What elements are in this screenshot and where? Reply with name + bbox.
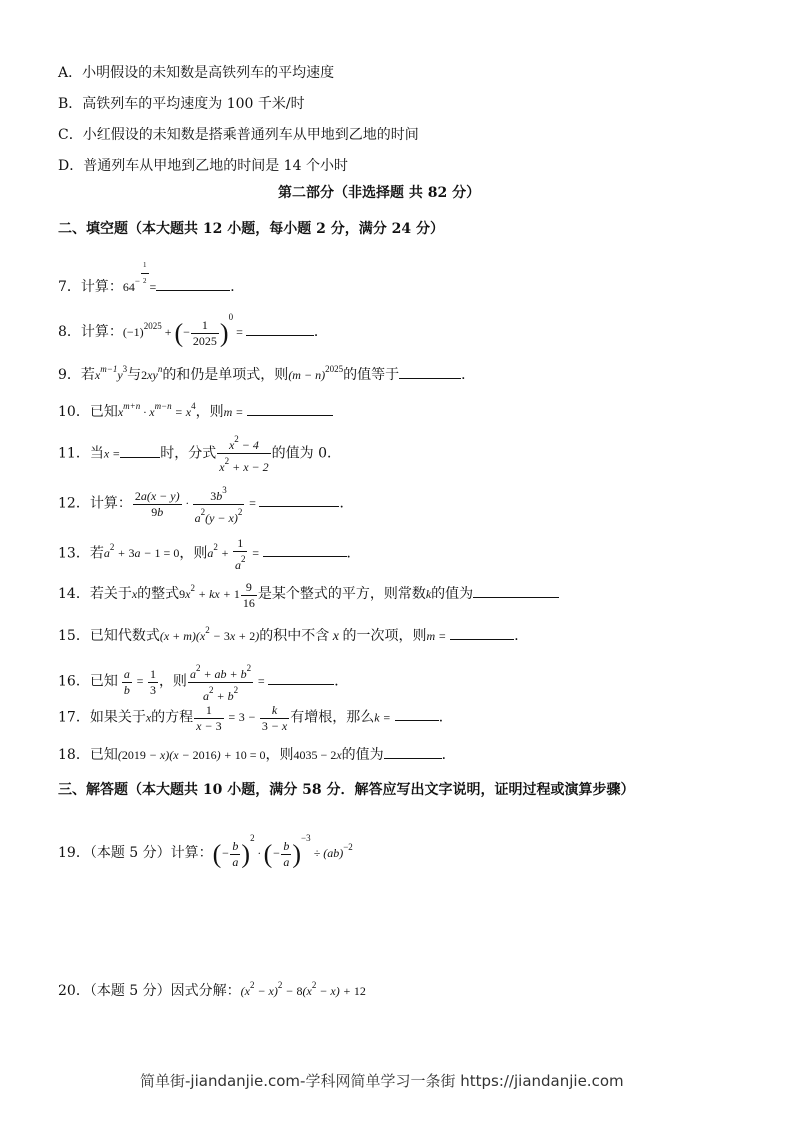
q11-variable: x = (103, 446, 121, 461)
q16-answer-blank[interactable] (268, 670, 334, 685)
q19-formula: (− $\frac{b}{a}$ )$^2$ · (− $\frac{b}{a}$ )$^{-3}$ ÷ (ab)$^{-2}$ (212, 833, 353, 869)
q19-lead: 19．（本题 5 分）计算： (58, 845, 213, 861)
q15-variable-m: m = (426, 629, 447, 643)
q16-formula: $\frac{a^2 + ab + b^2}{a^2 + b^2}$ = (189, 663, 269, 703)
q9-answer-blank[interactable] (399, 364, 461, 379)
q14-mid1: 的整式 (137, 586, 180, 602)
question-7 (58, 258, 244, 297)
q7-lead: 7．计算： (58, 279, 123, 295)
q13-expr: $a^2$ + $\frac{1}{a^2}$ = (207, 536, 263, 572)
q14-answer-blank[interactable] (473, 583, 559, 598)
q9-term1: $x^{m-1}y^3$ (94, 364, 128, 382)
question-9 (58, 359, 475, 385)
q12-lead: 12．计算： (58, 495, 132, 512)
question-17 (58, 703, 453, 734)
q9-mid1: 与 (127, 367, 142, 383)
q12-formula: $\frac{2a(x - y)}{9b}$ · $\frac{3b^3}{a^2(y - x)^2}$ = (134, 485, 260, 525)
q8-answer-blank[interactable] (246, 321, 314, 336)
section-two-title: 二、填空题（本大题共 12 小题，每小题 2 分，满分 24 分） (58, 221, 444, 237)
q17-answer-blank[interactable] (395, 706, 439, 721)
question-13 (58, 536, 361, 573)
q20-lead: 20．（本题 5 分）因式分解： (58, 983, 241, 999)
q18-answer-blank[interactable] (384, 744, 442, 759)
q16-mid: ，则 (158, 673, 187, 690)
q11-answer-blank[interactable] (120, 443, 160, 458)
question-11 (58, 432, 341, 475)
question-16 (58, 661, 348, 704)
q18-mid1: ，则 (265, 747, 294, 763)
q20-formula: $(x^2 - x)^2 - 8(x^2 - x) + 12$ (240, 980, 366, 998)
q16-lead: 16．已知 (58, 673, 118, 690)
q10-answer-blank[interactable] (247, 401, 333, 416)
question-12 (58, 483, 353, 526)
q11-lead: 11．当 (58, 445, 104, 462)
question-10 (58, 396, 333, 422)
question-19 (58, 828, 353, 870)
q17-mid1: 的方程 (151, 709, 194, 726)
q16-condition: $\frac{a}{b}$ = $\frac{1}{3}$ (123, 667, 156, 697)
q17-variable-x: x (145, 710, 152, 725)
section-three-title: 三、解答题（本大题共 10 小题，满分 58 分．解答应写出文字说明，证明过程或演算步骤） (58, 782, 635, 798)
q13-tail: ． (346, 545, 361, 562)
q13-mid: ，则 (179, 545, 208, 562)
q11-mid: 时，分式 (160, 445, 217, 462)
q15-formula: $(x + m)(x^2 - 3x + 2)$ (159, 625, 260, 643)
q18-condition: (2019 − x)(x − 2016) + 10 = 0 (117, 748, 266, 762)
q10-formula: $x^{m+n} \cdot x^{m-n} = x^4$ (117, 401, 196, 419)
q13-condition: $a^2 + 3a - 1 = 0$ (103, 542, 180, 561)
part-two-title: 第二部分（非选择题 共 82 分） (278, 185, 481, 201)
question-20 (58, 975, 366, 1001)
q12-answer-blank[interactable] (259, 492, 339, 507)
q18-tail: ． (441, 747, 456, 763)
q13-answer-blank[interactable] (263, 542, 347, 557)
q7-answer-blank[interactable] (156, 276, 230, 291)
question-14 (58, 578, 559, 611)
q9-expr: $(m - n)^{2025}$ (288, 364, 344, 382)
q10-mid: ，则 (195, 404, 224, 420)
q18-lead: 18．已知 (58, 747, 118, 763)
q17-lead: 17．如果关于 (58, 709, 146, 726)
q9-tail: ． (461, 367, 476, 383)
q14-mid3: 的值为 (431, 586, 474, 602)
question-18 (58, 744, 456, 765)
q14-formula: $9x^2$ + kx + 1 $\frac{9}{16}$ (179, 579, 255, 610)
option-a: A．小明假设的未知数是高铁列车的平均速度 (58, 65, 335, 81)
q11-tail: 的值为 0． (271, 445, 341, 462)
q9-mid2: 的和仍是单项式，则 (162, 367, 289, 383)
option-d: D．普通列车从甲地到乙地的时间是 14 个小时 (58, 158, 348, 174)
q15-variable-x: x (329, 629, 343, 644)
q15-answer-blank[interactable] (450, 625, 514, 640)
q16-tail: ． (334, 673, 349, 690)
q7-formula: $64^{- \frac{1}{2}}$ = (123, 280, 156, 294)
q8-formula: $(-1)^{2025}$ + (− $\frac{1}{2025}$ )$^0$ = (122, 312, 246, 348)
q15-mid1: 的积中不含 (259, 628, 330, 644)
q17-variable-k: k = (374, 710, 391, 725)
option-b: B．高铁列车的平均速度为 100 千米/时 (58, 96, 305, 112)
q17-tail: ． (438, 709, 453, 726)
q14-variable-x: x (131, 587, 138, 601)
q10-lead: 10．已知 (58, 404, 118, 420)
q11-fraction: $\frac{x^2 - 4}{x^2 + x - 2}$ (219, 434, 269, 474)
question-15 (58, 620, 528, 647)
q8-lead: 8．计算： (58, 324, 123, 340)
q18-expr: 4035 − 2x (293, 748, 342, 762)
footer-watermark: 简单街-jiandanjie.com-学科网简单学习一条街 https://jiandanjie.com (140, 1072, 624, 1090)
q12-tail: ． (339, 495, 354, 512)
question-8 (58, 307, 328, 349)
q13-lead: 13．若 (58, 545, 104, 562)
q17-equation: $\frac{1}{x - 3}$ = 3 − $\frac{k}{3 - x}$ (196, 703, 288, 733)
q15-tail: ． (514, 628, 529, 644)
q17-mid2: 有增根，那么 (290, 709, 375, 726)
q9-term2: $2xy^n$ (141, 364, 163, 382)
q14-mid2: 是某个整式的平方，则常数 (257, 586, 426, 602)
q15-mid2: 的一次项，则 (342, 628, 427, 644)
option-c: C．小红假设的未知数是搭乘普通列车从甲地到乙地的时间 (58, 127, 419, 143)
q7-tail: ． (230, 279, 245, 295)
q15-lead: 15．已知代数式 (58, 628, 160, 644)
q9-lead: 9．若 (58, 367, 95, 383)
q14-lead: 14．若关于 (58, 586, 132, 602)
q18-mid2: 的值为 (341, 747, 384, 763)
q9-mid3: 的值等于 (343, 367, 400, 383)
q14-variable-k: k (425, 587, 432, 601)
q10-variable: m = (223, 405, 244, 419)
q8-tail: ． (313, 324, 328, 340)
